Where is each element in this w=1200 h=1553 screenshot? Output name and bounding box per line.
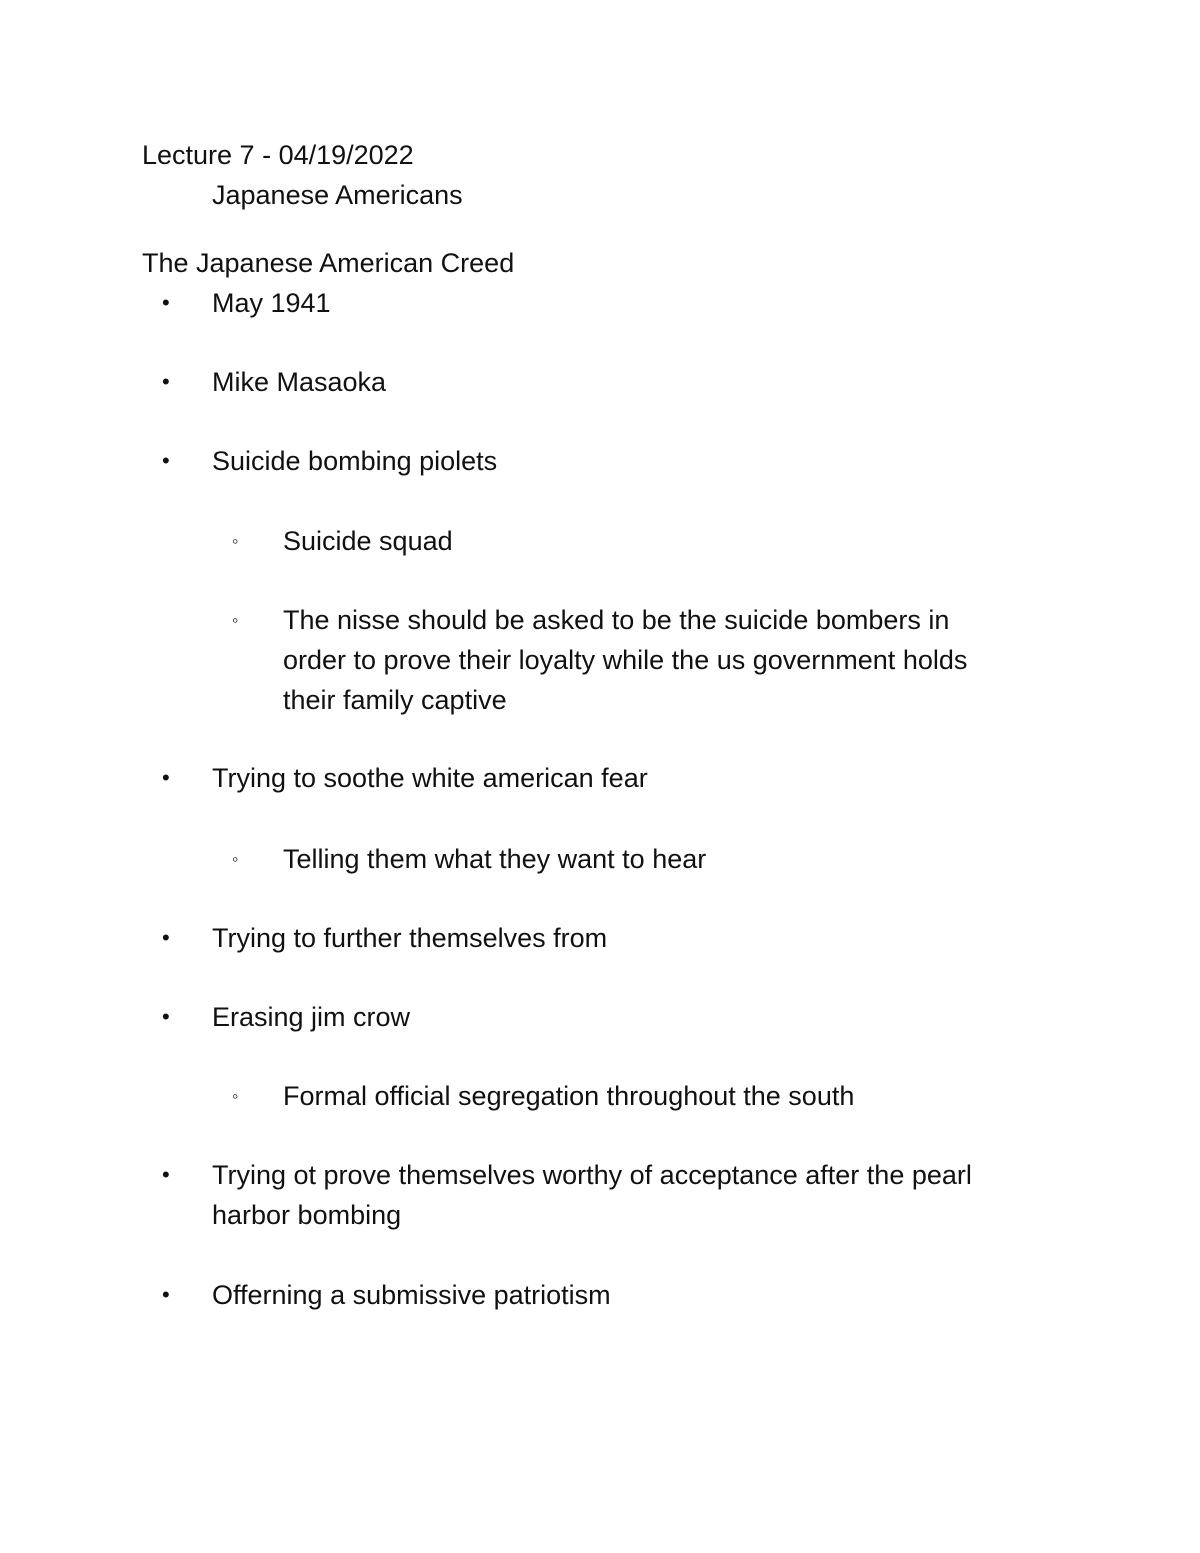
list-item-line: Trying ot prove themselves worthy of acceptance after the pearl [212, 1160, 972, 1190]
bullet-marker: • [162, 448, 170, 473]
lecture-heading: Lecture 7 - 04/19/2022 [142, 140, 414, 170]
bullet-marker: • [162, 1162, 170, 1187]
sub-bullet-marker: ◦ [232, 610, 239, 630]
sub-bullet-marker: ◦ [232, 1086, 239, 1106]
list-item: May 1941 [212, 288, 331, 318]
sub-bullet-marker: ◦ [232, 849, 239, 869]
sub-list-item [283, 600, 967, 720]
bullet-marker: • [162, 925, 170, 950]
topic-heading: Japanese Americans [212, 180, 463, 210]
sub-list-item: Suicide squad [283, 526, 453, 556]
list-item: Offerning a submissive patriotism [212, 1280, 611, 1310]
list-item: Erasing jim crow [212, 1002, 411, 1032]
bullet-marker: • [162, 1004, 170, 1029]
list-item-line: harbor bombing [212, 1200, 402, 1230]
sub-list-item-line: their family captive [283, 685, 507, 715]
sub-list-item-line: The nisse should be asked to be the suicide bombers in [283, 605, 950, 635]
list-item: Trying to soothe white american fear [212, 763, 648, 793]
list-item: Suicide bombing piolets [212, 446, 498, 476]
sub-list-item: Telling them what they want to hear [283, 844, 707, 874]
bullet-marker: • [162, 765, 170, 790]
sub-bullet-marker: ◦ [232, 531, 239, 551]
list-item [212, 1155, 972, 1235]
list-item: Mike Masaoka [212, 367, 387, 397]
bullet-marker: • [162, 290, 170, 315]
sub-list-item-line: order to prove their loyalty while the us government holds [283, 645, 968, 675]
bullet-marker: • [162, 369, 170, 394]
section-title: The Japanese American Creed [142, 248, 515, 278]
list-item: Trying to further themselves from [212, 923, 608, 953]
bullet-marker: • [162, 1282, 170, 1307]
sub-list-item: Formal official segregation throughout the south [283, 1081, 855, 1111]
